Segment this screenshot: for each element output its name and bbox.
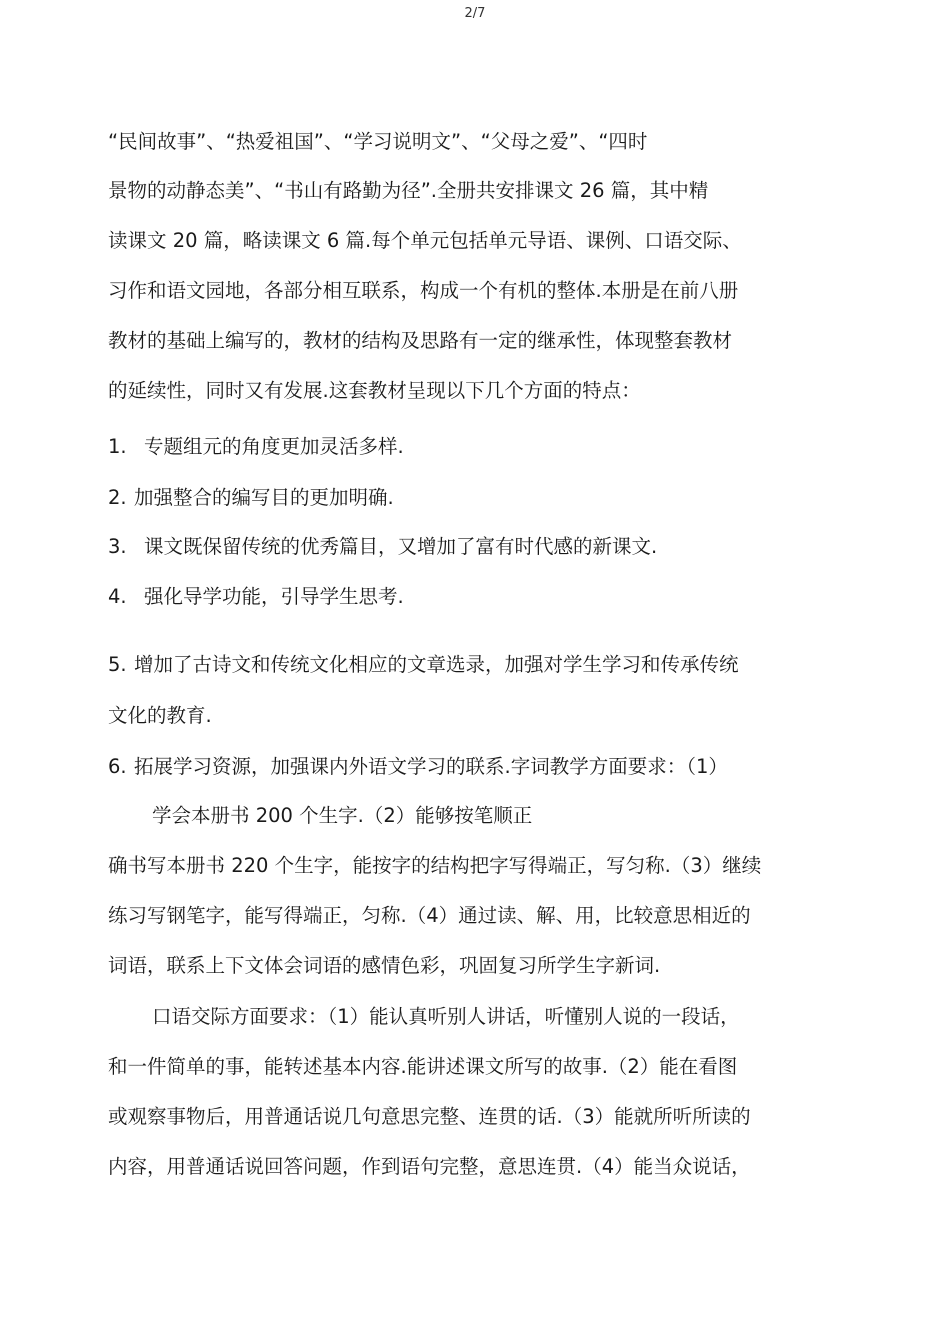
list-item-continuation (108, 702, 212, 730)
list-item-number: 3. (108, 535, 127, 558)
intro-line: 景物的动静态美”、“书山有路勤为径”.全册共安排课文 26 篇，其中精 (108, 179, 709, 202)
list-item-number: 5. (108, 653, 127, 676)
list-item (108, 484, 394, 512)
oral-line: 内容，用普通话说回答问题，作到语句完整，意思连贯.（4）能当众说话， (108, 1155, 751, 1178)
list-item-text: 专题组元的角度更加灵活多样. (144, 435, 404, 458)
list-item (108, 651, 739, 679)
vocab-line: 学会本册书 200 个生字.（2）能够按笔顺正 (152, 804, 533, 827)
oral-line: 口语交际方面要求：（1）能认真听别人讲话，听懂别人说的一段话， (152, 1005, 740, 1028)
list-item-text: 文化的教育. (108, 704, 212, 727)
list-item-text: 课文既保留传统的优秀篇目，又增加了富有时代感的新课文. (144, 535, 658, 558)
intro-line: 读课文 20 篇，略读课文 6 篇.每个单元包括单元导语、课例、口语交际、 (108, 229, 742, 252)
vocab-line: 词语，联系上下文体会词语的感情色彩，巩固复习所学生字新词. (108, 954, 661, 977)
oral-line: 或观察事物后，用普通话说几句意思完整、连贯的话.（3）能就所听所读的 (108, 1105, 751, 1128)
list-item-number: 1. (108, 435, 127, 458)
intro-line: 教材的基础上编写的，教材的结构及思路有一定的继承性，体现整套教材 (108, 329, 733, 352)
page-number: 2/7 (464, 6, 486, 21)
list-item (108, 433, 404, 461)
intro-line: “民间故事”、“热爱祖国”、“学习说明文”、“父母之爱”、“四时 (108, 130, 648, 153)
intro-line: 习作和语文园地，各部分相互联系，构成一个有机的整体.本册是在前八册 (108, 279, 739, 302)
intro-line: 的延续性，同时又有发展.这套教材呈现以下几个方面的特点： (108, 379, 641, 402)
list-item-number: 2. (108, 486, 127, 509)
list-item-number: 6. (108, 755, 127, 778)
oral-line: 和一件简单的事，能转述基本内容.能讲述课文所写的故事.（2）能在看图 (108, 1055, 738, 1078)
vocab-line: 练习写钢笔字，能写得端正，匀称.（4）通过读、解、用，比较意思相近的 (108, 904, 751, 927)
list-item (108, 533, 657, 561)
list-item-text: 强化导学功能，引导学生思考. (144, 585, 404, 608)
list-item-number: 4. (108, 585, 127, 608)
list-item (108, 753, 728, 781)
list-item-text: 加强整合的编写目的更加明确. (134, 486, 394, 509)
list-item-text: 拓展学习资源，加强课内外语文学习的联系.字词教学方面要求：（1） (134, 755, 728, 778)
vocab-line: 确书写本册书 220 个生字，能按字的结构把字写得端正，写匀称.（3）继续 (108, 854, 762, 877)
list-item-text: 增加了古诗文和传统文化相应的文章选录，加强对学生学习和传承传统 (134, 653, 739, 676)
list-item (108, 583, 404, 611)
